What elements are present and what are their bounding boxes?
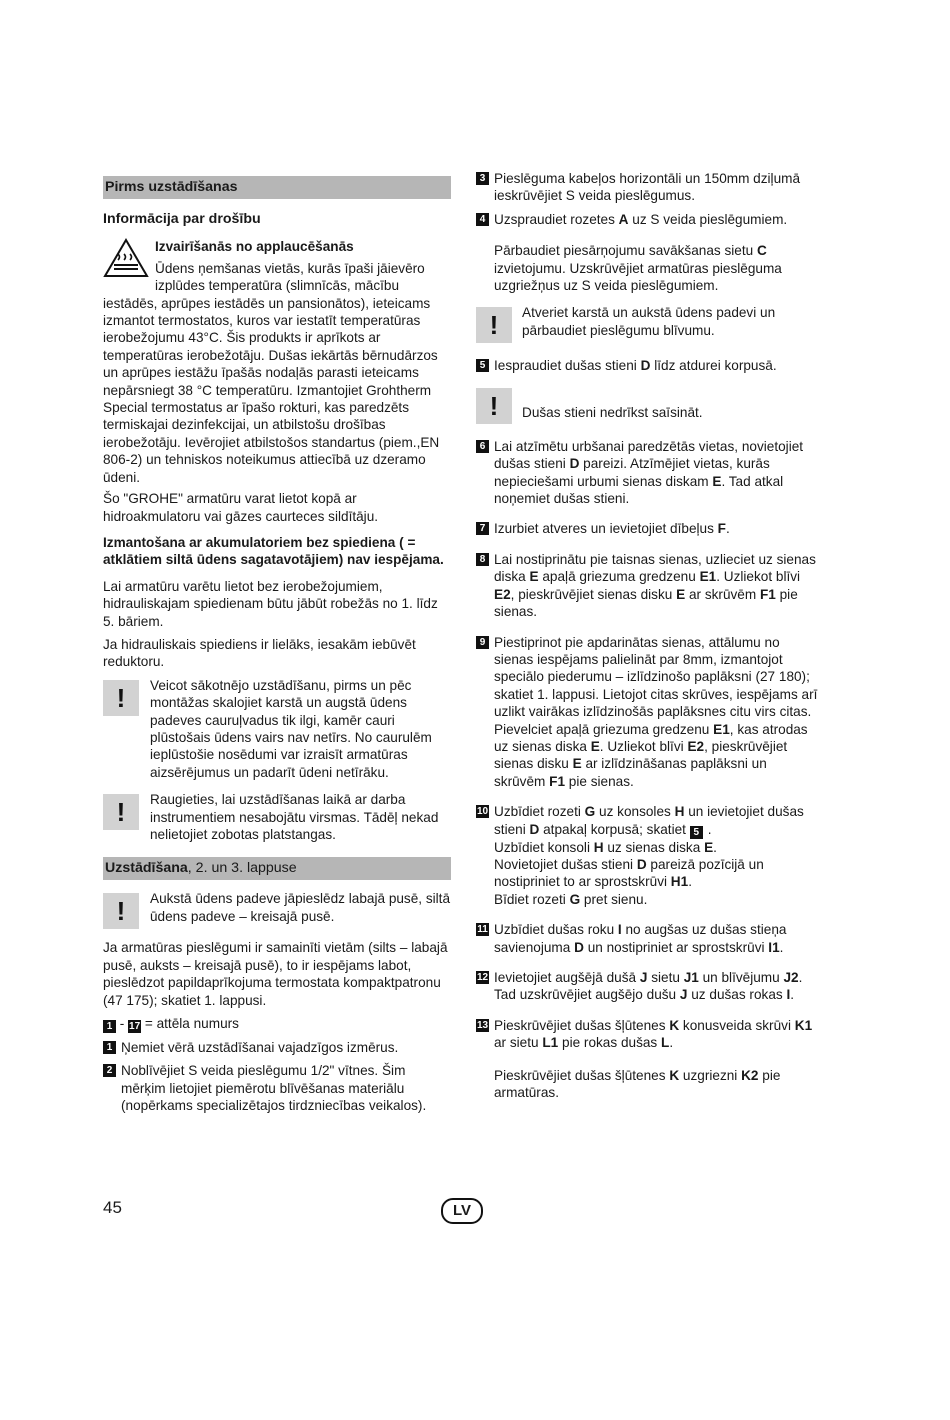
check-strainer-text: Pārbaudiet piesārņojumu savākšanas sietu C izvietojumu. Uzskrūvējiet armatūras pieslēguma uzgriežņus uz S veida pieslēgumiem.: [494, 243, 782, 294]
step-3: 3 Pieslēguma kabeļos horizontāli un 150mm dziļumā ieskrūvējiet S veida pieslēgumus.: [476, 170, 821, 205]
caution-no-shortening: [476, 385, 821, 424]
right-column: [476, 170, 821, 1114]
caution-flush-text: Veicot sākotnējo uzstādīšanu, pirms un pēc montāžas skalojiet karstā un augstā ūdens padeves cauruļvadus tik ilgi, kamēr cauri plūstošais ūdens vairs nav netīrs. No caurulēm ieplūstošie nosēdumi var izraisīt armatūras aizsērējumus un padarīt ūdeni netīrāku.: [150, 677, 432, 780]
step-number-badge: 4: [476, 213, 489, 226]
step-5: 5 Iespraudiet dušas stieni D līdz atdurei korpusā.: [476, 357, 821, 374]
scald-lead-text: Ūdens ņemšanas vietās, kurās īpaši jāievēro izplūdes temperatūra (slimnīcās, mācību: [155, 260, 425, 294]
caution-water-sides: [103, 890, 451, 929]
left-column: [103, 176, 451, 1128]
caution-flush-pipes: [103, 677, 451, 781]
exclamation-icon: !: [476, 307, 512, 343]
exclamation-icon: !: [476, 388, 512, 424]
step-number-badge: 8: [476, 553, 489, 566]
figure-reference-badge: 5: [690, 826, 703, 839]
accumulator-heading: Izmantošana ar akumulatoriem bez spiediena ( = atklātiem siltā ūdens sagatavotājiem) nav iespējama.: [103, 534, 444, 568]
step-8: 8 Lai nostiprinātu pie taisnas sienas, uzlieciet uz sienas diska E apaļā griezuma gredzenu E1. Uzliekot blīvi E2, pieskrūvējiet sienas disku E ar skrūvēm F1 pie sienas.: [476, 551, 821, 621]
step-number-badge: 2: [103, 1064, 116, 1077]
step-number-badge: 3: [476, 172, 489, 185]
safety-heading: Informācija par drošību: [103, 211, 261, 227]
step-9: 9 Piestiprinot pie apdarinātas sienas, attālumu no sienas iespējams palielināt par 8mm, izmantojot speciālo piederumu – izlīdzinošo paplāksni (27 180); skatiet 1. lappusi. Lietojot citas skrūves, iespējams arī uzlikt vairākas izlīdzinošās paplāksnes citu virs citas. Pievelciet apaļā griezuma gredzenu E1, kas atrodas uz sienas diska E. Uzliekot blīvi E2, pieskrūvējiet sienas disku E ar izlīdzināšanas paplāksni un skrūvēm F1 pie sienas.: [476, 634, 821, 791]
caution-water-sides-text: Aukstā ūdens padeve jāpieslēdz labajā pusē, siltā ūdens padeve – kreisajā pusē.: [150, 891, 451, 924]
step-12: 12 Ievietojiet augšējā dušā J sietu J1 un blīvējumu J2. Tad uzskrūvējiet augšējo dušu J uz dušas rokas I.: [476, 970, 803, 1003]
language-badge: LV: [441, 1198, 483, 1224]
scald-body-text: iestādēs, aprūpes iestādēs un pansionātos), ieteicams izmantot termostatos, kuros var iestatīt temperatūras ierobežojumu 43°C. Šis produkts ir aprīkots ar temperatūras ierobežotāju. Dušas iekārtās bērnudārzos un aprūpes iestāžu īpašās nodaļās parasti ieteicams nepārsniegt 38 °C temperatūru. Izmantojiet Grohtherm Special termostatus ar īpašo rokturi, kas paredzēts termiskajai dezinfekcijai, un atbilstošu drošības ierobežotāju. Ievērojiet atbilstošos standartus (piem.,EN 806-2) un tehniskos noteikumus attiecībā uz dzeramo ūdeni.: [103, 295, 440, 485]
step-number-badge: 1: [103, 1041, 116, 1054]
step-number-badge: 6: [476, 440, 489, 453]
figure-number-badge: 17: [129, 1021, 141, 1033]
exclamation-icon: !: [103, 794, 139, 830]
step-11: 11 Uzbīdiet dušas roku I no augšas uz dušas stieņa savienojuma D un nostipriniet ar sprostskrūvi I1.: [477, 922, 787, 955]
caution-no-shortening-text: Dušas stieni nedrīkst saīsināt.: [522, 404, 703, 420]
caution-surfaces-text: Raugieties, lai uzstādīšanas laikā ar darba instrumentiem nesabojātu virsmas. Tādēļ nekad nelietojiet zobotas platstangas.: [150, 792, 439, 842]
scald-heading: Izvairīšanās no applaucēšanās: [155, 239, 354, 255]
caution-surfaces: [103, 791, 451, 843]
step-2: 2 Noblīvējiet S veida pieslēgumu 1/2" vītnes. Šim mērķim lietojiet piemērotu blīvēšanas materiālu (nopērkams specializētajos tirdzniecības veikalos).: [103, 1062, 451, 1114]
grohe-note: Šo "GROHE" armatūru varat lietot kopā ar hidroakmulatoru vai gāzes caurteces sildītāju.: [103, 491, 379, 524]
reducer-text: Ja hidrauliskais spiediens ir lielāks, iesakām iebūvēt reduktoru.: [103, 636, 416, 670]
caution-open-supply-text: Atveriet karstā un aukstā ūdens padevi un pārbaudiet pieslēgumu blīvumu.: [522, 305, 776, 338]
step-number-badge: 7: [476, 522, 489, 535]
step-number-badge: 11: [477, 924, 488, 936]
page-number: 45: [103, 1198, 122, 1217]
figure-legend: 1 - 17 = attēla numurs: [103, 1015, 451, 1033]
caution-open-supply: [476, 304, 821, 343]
exclamation-icon: !: [103, 680, 139, 716]
swap-connections-text: Ja armatūras pieslēgumi ir samainīti vietām (silts – labajā pusē, auksts – kreisajā pusē), to ir iespējams labot, pieslēdzot papildaprīkojuma termostata kompaktpatronu (47 175); skatiet 1. lappusi.: [103, 940, 448, 1008]
step-4: 4 Uzspraudiet rozetes A uz S veida pieslēgumiem.: [476, 211, 821, 228]
scald-warning-block: [103, 238, 451, 294]
figure-number-badge: 1: [103, 1020, 116, 1033]
step-13: 13 Pieskrūvējiet dušas šļūtenes K konusveida skrūvi K1 ar sietu L1 pie rokas dušas L. Pieskrūvējiet dušas šļūtenes K uzgriezni K2 pie armatūras.: [476, 1017, 813, 1101]
section-title-before-installation: Pirms uzstādīšanas: [103, 176, 451, 199]
step-10: 10 Uzbīdiet rozeti G uz konsoles H un ievietojiet dušas stieni D atpakaļ korpusā; skatiet 5 . Uzbīdiet konsoli H uz sienas diska E. Novietojiet dušas stieni D pareizā pozīcijā un nostipriniet to ar sprostskrūvi H1. Bīdiet rozeti G pret sienu.: [476, 804, 804, 907]
step-number-badge: 9: [476, 636, 489, 649]
exclamation-icon: !: [103, 893, 139, 929]
step-number-badge: 5: [476, 359, 489, 372]
step-1: 1 Ņemiet vērā uzstādīšanai vajadzīgos izmērus.: [103, 1039, 451, 1056]
step-number-badge: 13: [476, 1019, 489, 1031]
step-number-badge: 12: [476, 972, 489, 983]
pressure-text: Lai armatūru varētu lietot bez ierobežojumiem, hidrauliskajam spiedienam būtu jābūt robežās no 1. līdz 5. bāriem.: [103, 578, 438, 629]
hot-surface-warning-icon: [103, 238, 149, 278]
step-number-badge: 10: [476, 806, 489, 818]
step-6: 6 Lai atzīmētu urbšanai paredzētās vietas, novietojiet dušas stieni D pareizi. Atzīmējiet vietas, kurās nepieciešami urbumi sienas diskam E. Tad atkal noņemiet dušas stieni.: [476, 438, 821, 508]
step-7: 7 Izurbiet atveres un ievietojiet dībeļus F.: [476, 520, 821, 537]
section-title-installation: Uzstādīšana, 2. un 3. lappuse: [103, 857, 451, 880]
